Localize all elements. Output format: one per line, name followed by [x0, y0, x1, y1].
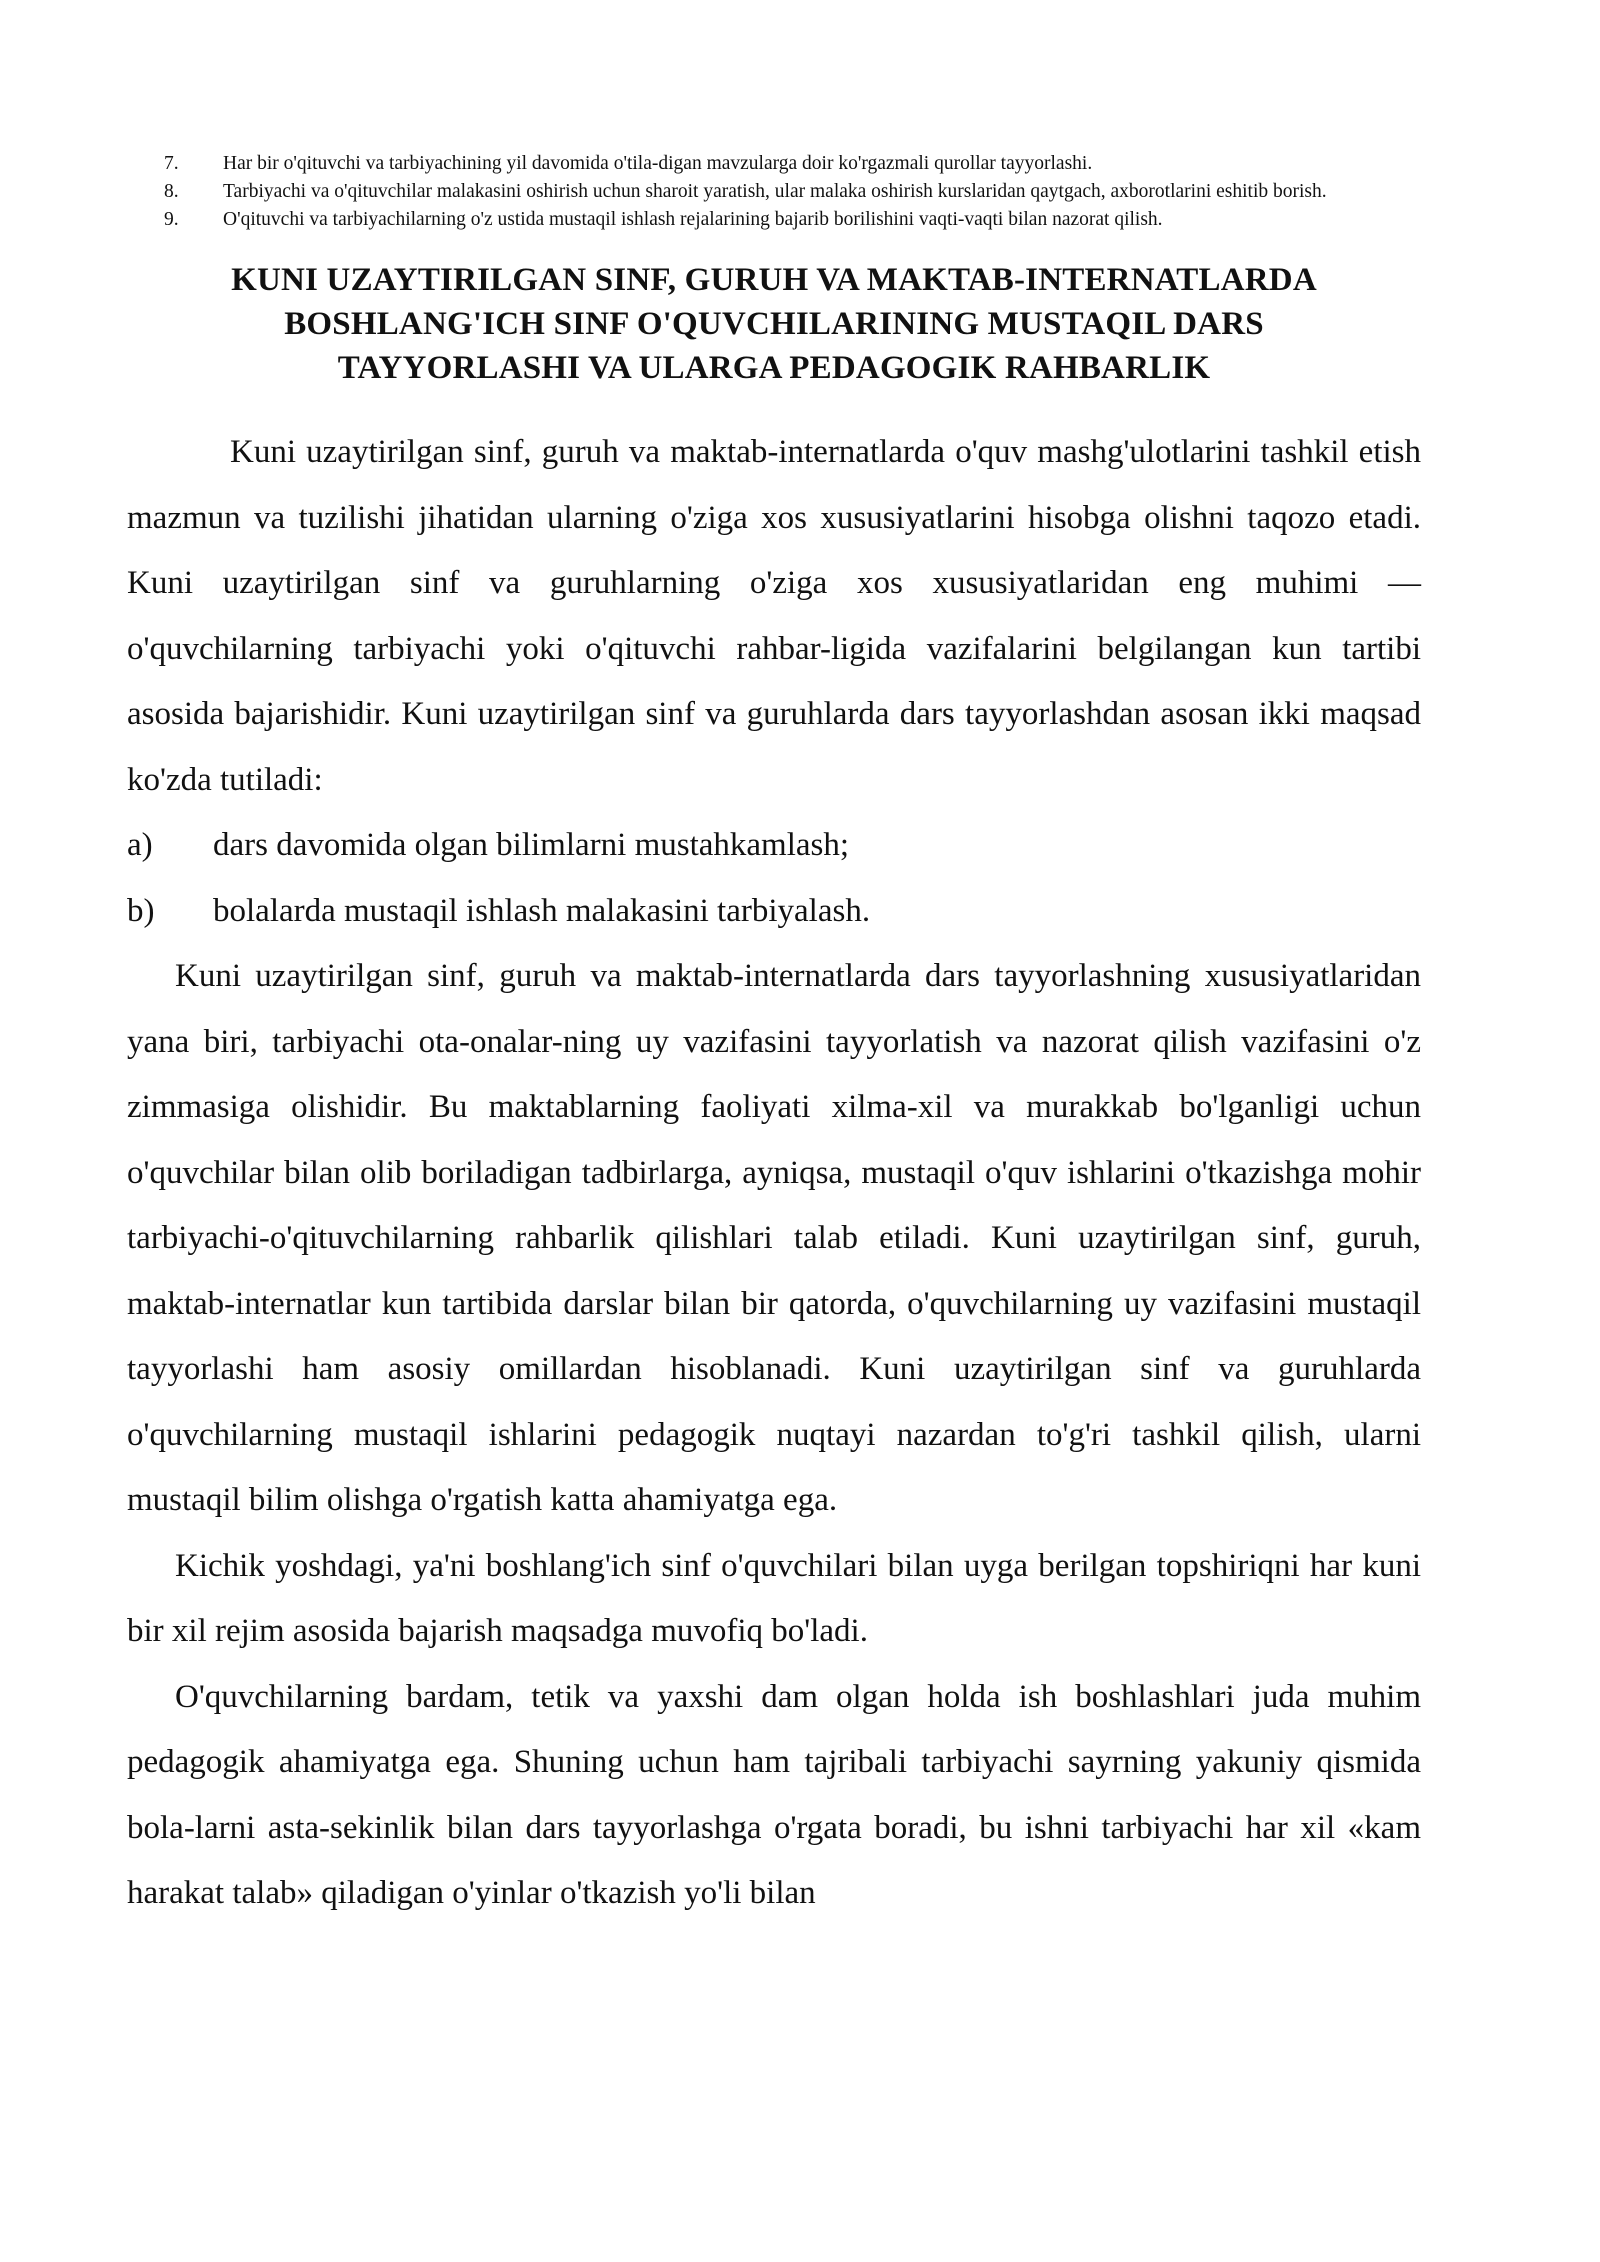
paragraph: Kuni uzaytirilgan sinf, guruh va maktab-internatlarda dars tayyorlashning xususiyatlaridan yana biri, tarbiyachi ota-onalar-ning uy vazifasini tayyorlatish va nazorat qilish vazifasini o'z zimmasiga olishidir. Bu maktablarning faoliyati xilma-xil va murakkab bo'lganligi uchun o'quvchilar bilan olib boriladigan tadbirlarga, ayniqsa, mustaqil o'quv ishlarini o'tkazishga mohir tarbiyachi-o'qituvchilarning rahbarlik qilishlari talab etiladi. Kuni uzaytirilgan sinf, guruh, maktab-internatlar kun tartibida darslar bilan bir qatorda, o'quvchilarning uy vazifasini mustaqil tayyorlashi ham asosiy omillardan hisoblanadi. Kuni uzaytirilgan sinf va guruhlarda o'quvchilarning mustaqil ishlarini pedagogik nuqtayi nazardan to'g'ri tashkil qilish, ularni mustaqil bilim olishga o'rgatish katta ahamiyatga ega. — [127, 958, 1421, 1518]
list-item-number: 7. — [164, 153, 179, 174]
list-item-number: 8. — [164, 181, 179, 202]
list-item-text: Har bir o'qituvchi va tarbiyachining yil davomida o'tila-digan mavzularga doir ko'rgazmali qurollar tayyorlashi. — [223, 153, 1093, 174]
goal-item — [127, 813, 1421, 879]
goal-label: a) — [127, 827, 153, 863]
paragraph: O'quvchilarning bardam, tetik va yaxshi dam olgan holda ish boshlashlari juda muhim pedagogik ahamiyatga ega. Shuning uchun ham tajribali tarbiyachi sayrning yakuniy qismida bola-larni asta-sekinlik bilan dars tayyorlashga o'rgata boradi, bu ishni tarbiyachi har xil «kam harakat talab» qiladigan o'yinlar o'tkazish yo'li bilan — [127, 1678, 1421, 1911]
numbered-list — [127, 150, 1421, 234]
list-item — [127, 150, 1421, 178]
paragraph: Kuni uzaytirilgan sinf, guruh va maktab-internatlarda o'quv mashg'ulotlarini tashkil etish mazmun va tuzilishi jihatidan ularning o'ziga xos xususiyatlarini hisobga olishni taqozo etadi. Kuni uzaytirilgan sinf va guruhlarning o'ziga xos xususiyatlaridan eng muhimi — o'quvchilarning tarbiyachi yoki o'qituvchi rahbar-ligida vazifalarini belgilangan kun tartibi asosida bajarishidir. Kuni uzaytirilgan sinf va guruhlarda dars tayyorlashdan asosan ikki maqsad ko'zda tutiladi: — [127, 434, 1421, 798]
list-item-text: Tarbiyachi va o'qituvchilar malakasini oshirish uchun sharoit yaratish, ular malaka oshirish kurslaridan qaytgach, axborotlarini eshitib borish. — [223, 181, 1327, 202]
list-item — [127, 206, 1421, 234]
title-line: KUNI UZAYTIRILGAN SINF, GURUH VA MAKTAB-INTERNATLARDA — [231, 262, 1317, 298]
goal-text: bolalarda mustaqil ishlash malakasini tarbiyalash. — [213, 892, 871, 929]
title-line: TAYYORLASHI VA ULARGA PEDAGOGIK RAHBARLIK — [337, 350, 1211, 386]
goal-text: dars davomida olgan bilimlarni mustahkamlash; — [213, 827, 850, 863]
section-title — [127, 258, 1421, 390]
document-page — [127, 150, 1421, 1927]
list-item-number: 9. — [164, 209, 179, 230]
paragraph: Kichik yoshdagi, ya'ni boshlang'ich sinf o'quvchilari bilan uyga berilgan topshiriqni har kuni bir xil rejim asosida bajarish maqsadga muvofiq bo'ladi. — [127, 1547, 1421, 1649]
goal-label: b) — [127, 892, 155, 929]
goal-item — [127, 879, 1421, 945]
body-text — [127, 420, 1421, 1927]
list-item — [127, 178, 1421, 206]
list-item-text: O'qituvchi va tarbiyachilarning o'z ustida mustaqil ishlash rejalarining bajarib borilishini vaqti-vaqti bilan nazorat qilish. — [223, 209, 1163, 230]
title-line: BOSHLANG'ICH SINF O'QUVCHILARINING MUSTAQIL DARS — [284, 306, 1264, 342]
